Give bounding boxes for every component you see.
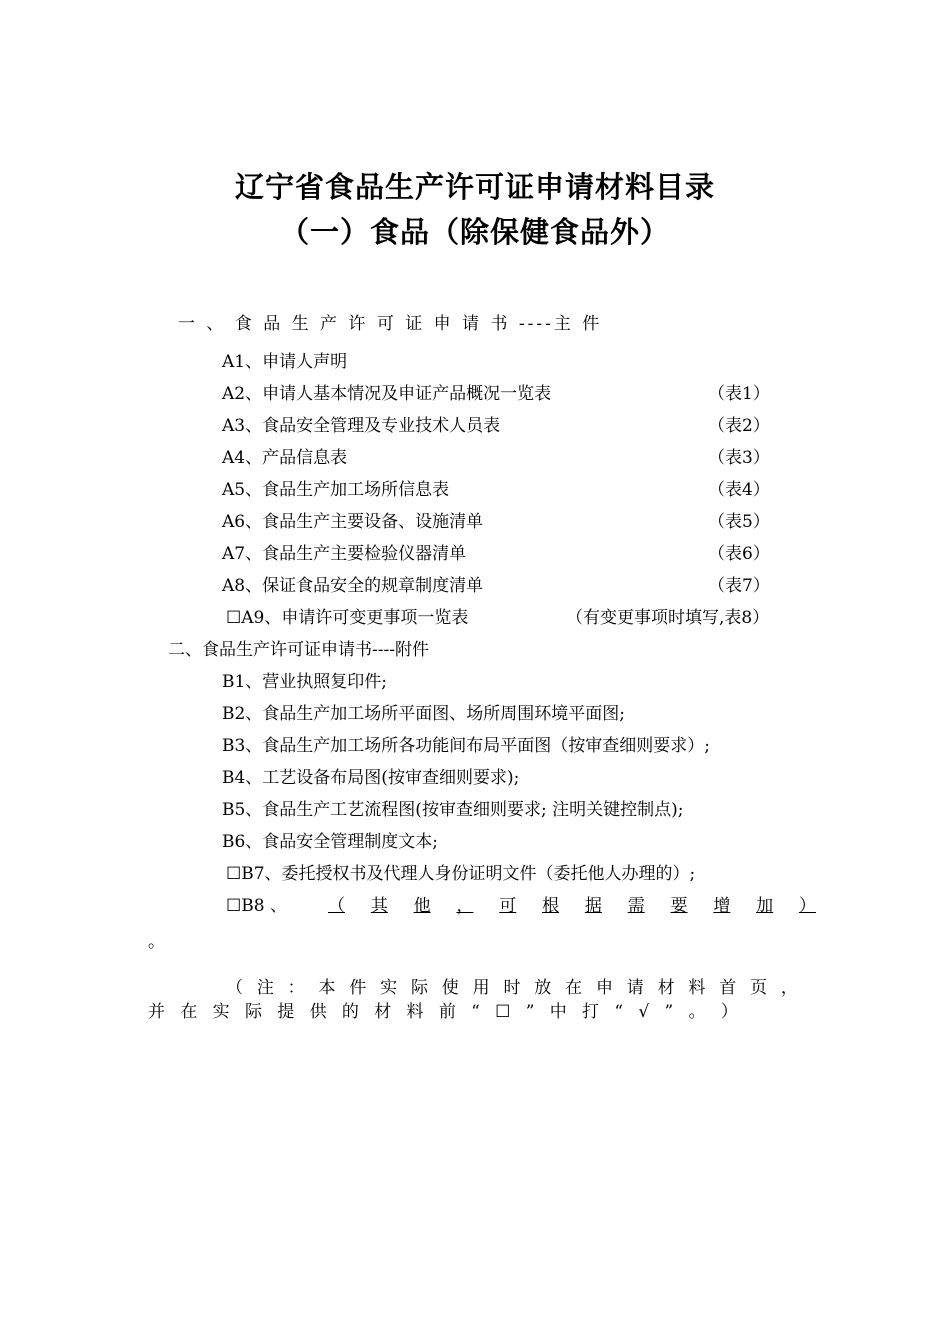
note-char: 前 — [438, 1002, 456, 1022]
note-char: 料 — [688, 978, 706, 998]
section2-heading: 二、食品生产许可证申请书----附件 — [168, 640, 429, 660]
note-char: 际 — [410, 978, 428, 998]
section1-item-table-ref: （表4） — [708, 480, 770, 500]
note-char: 时 — [503, 978, 521, 998]
note-char: ” — [525, 1002, 535, 1022]
b8-char: 增 — [713, 896, 731, 916]
section1-item-label: A5、食品生产加工场所信息表 — [222, 480, 450, 500]
note-char: 供 — [309, 1002, 327, 1022]
b8-char: 需 — [627, 896, 645, 916]
b8-char: （ — [328, 896, 345, 916]
note-char: 申 — [595, 978, 613, 998]
section1-item-label: A6、食品生产主要设备、设施清单 — [222, 512, 484, 532]
section2-item: B3、食品生产加工场所各功能间布局平面图（按审查细则要求）; — [222, 736, 711, 756]
note-char: ， — [780, 978, 798, 998]
section1-item-label: A2、申请人基本情况及申证产品概况一览表 — [222, 384, 552, 404]
note-char: 料 — [406, 1002, 424, 1022]
section2-item: B4、工艺设备布局图(按审查细则要求); — [222, 768, 520, 788]
note-char: 在 — [565, 978, 583, 998]
b8-char: 根 — [542, 896, 560, 916]
note-char: 并 — [148, 1002, 165, 1022]
note-char: ☐ — [495, 1002, 511, 1022]
section1-item-table-ref: （表1） — [708, 384, 770, 404]
note-char: 页 — [750, 978, 768, 998]
b8-char: 据 — [584, 896, 602, 916]
note-char: 实 — [212, 1002, 230, 1022]
note-char: ） — [720, 1002, 738, 1022]
note-char: “ — [614, 1002, 624, 1022]
section2-item: B5、食品生产工艺流程图(按审查细则要求; 注明关键控制点); — [222, 800, 684, 820]
b8-char: ） — [798, 896, 816, 916]
note-line-2 — [148, 1002, 738, 1022]
note-char: ” — [664, 1002, 674, 1022]
note-char: 。 — [688, 1002, 706, 1022]
note-char: 件 — [349, 978, 367, 998]
b8-char: 加 — [756, 896, 774, 916]
section1-item-label: A3、食品安全管理及专业技术人员表 — [222, 416, 501, 436]
note-char: 提 — [277, 1002, 295, 1022]
b8-char: 其 — [370, 896, 388, 916]
section1-item-table-ref: （表7） — [708, 576, 770, 596]
document-title: 辽宁省食品生产许可证申请材料目录 — [234, 170, 715, 204]
note-char: 用 — [472, 978, 490, 998]
note-char: ： — [287, 978, 305, 998]
section1-item-table-ref: （表3） — [708, 448, 770, 468]
section1-item-table-ref: （表6） — [708, 544, 770, 564]
section2-item: ☐B7、委托授权书及代理人身份证明文件（委托他人办理的）; — [226, 864, 696, 884]
section2-item: B2、食品生产加工场所平面图、场所周围环境平面图; — [222, 704, 626, 724]
section1-item-label: ☐A9、申请许可变更事项一览表 — [226, 608, 469, 628]
document-subtitle: （一）食品（除保健食品外） — [279, 215, 670, 249]
note-char: 首 — [719, 978, 737, 998]
section1-item-table-ref: （有变更事项时填写,表8） — [566, 608, 770, 628]
note-char: 材 — [657, 978, 675, 998]
section1-item-table-ref: （表5） — [708, 512, 770, 532]
b8-prefix: ☐B8 、 — [226, 896, 287, 916]
note-char: 请 — [626, 978, 644, 998]
note-char: 注 — [256, 978, 274, 998]
note-char: 使 — [441, 978, 459, 998]
note-char: 实 — [380, 978, 398, 998]
note-char: 本 — [318, 978, 336, 998]
section1-item-label: A7、食品生产主要检验仪器清单 — [222, 544, 467, 564]
note-char: 材 — [374, 1002, 392, 1022]
b8-end: 。 — [148, 932, 165, 952]
b8-char: 他 — [413, 896, 431, 916]
note-char: √ — [638, 1002, 650, 1022]
section2-item: B6、食品安全管理制度文本; — [222, 832, 439, 852]
section1-item-table-ref: （表2） — [708, 416, 770, 436]
b8-char: ， — [456, 896, 474, 916]
note-char: 打 — [582, 1002, 600, 1022]
section2-item: B1、营业执照复印件; — [222, 672, 388, 692]
note-char: “ — [471, 1002, 480, 1022]
note-char: 中 — [549, 1002, 567, 1022]
section1-item-label: A4、产品信息表 — [222, 448, 348, 468]
b8-char: 要 — [670, 896, 688, 916]
note-char: 际 — [244, 1002, 262, 1022]
note-char: （ — [226, 978, 243, 998]
section1-item-label: A8、保证食品安全的规章制度清单 — [222, 576, 484, 596]
note-char: 在 — [180, 1002, 198, 1022]
note-char: 的 — [341, 1002, 359, 1022]
b8-underlined-text — [328, 896, 816, 916]
section1-item-label: A1、申请人声明 — [222, 352, 348, 372]
note-char: 放 — [534, 978, 552, 998]
section1-heading: 一 、 食 品 生 产 许 可 证 申 请 书 ----主 件 — [178, 314, 603, 334]
note-line-1 — [226, 978, 798, 998]
b8-char: 可 — [499, 896, 517, 916]
